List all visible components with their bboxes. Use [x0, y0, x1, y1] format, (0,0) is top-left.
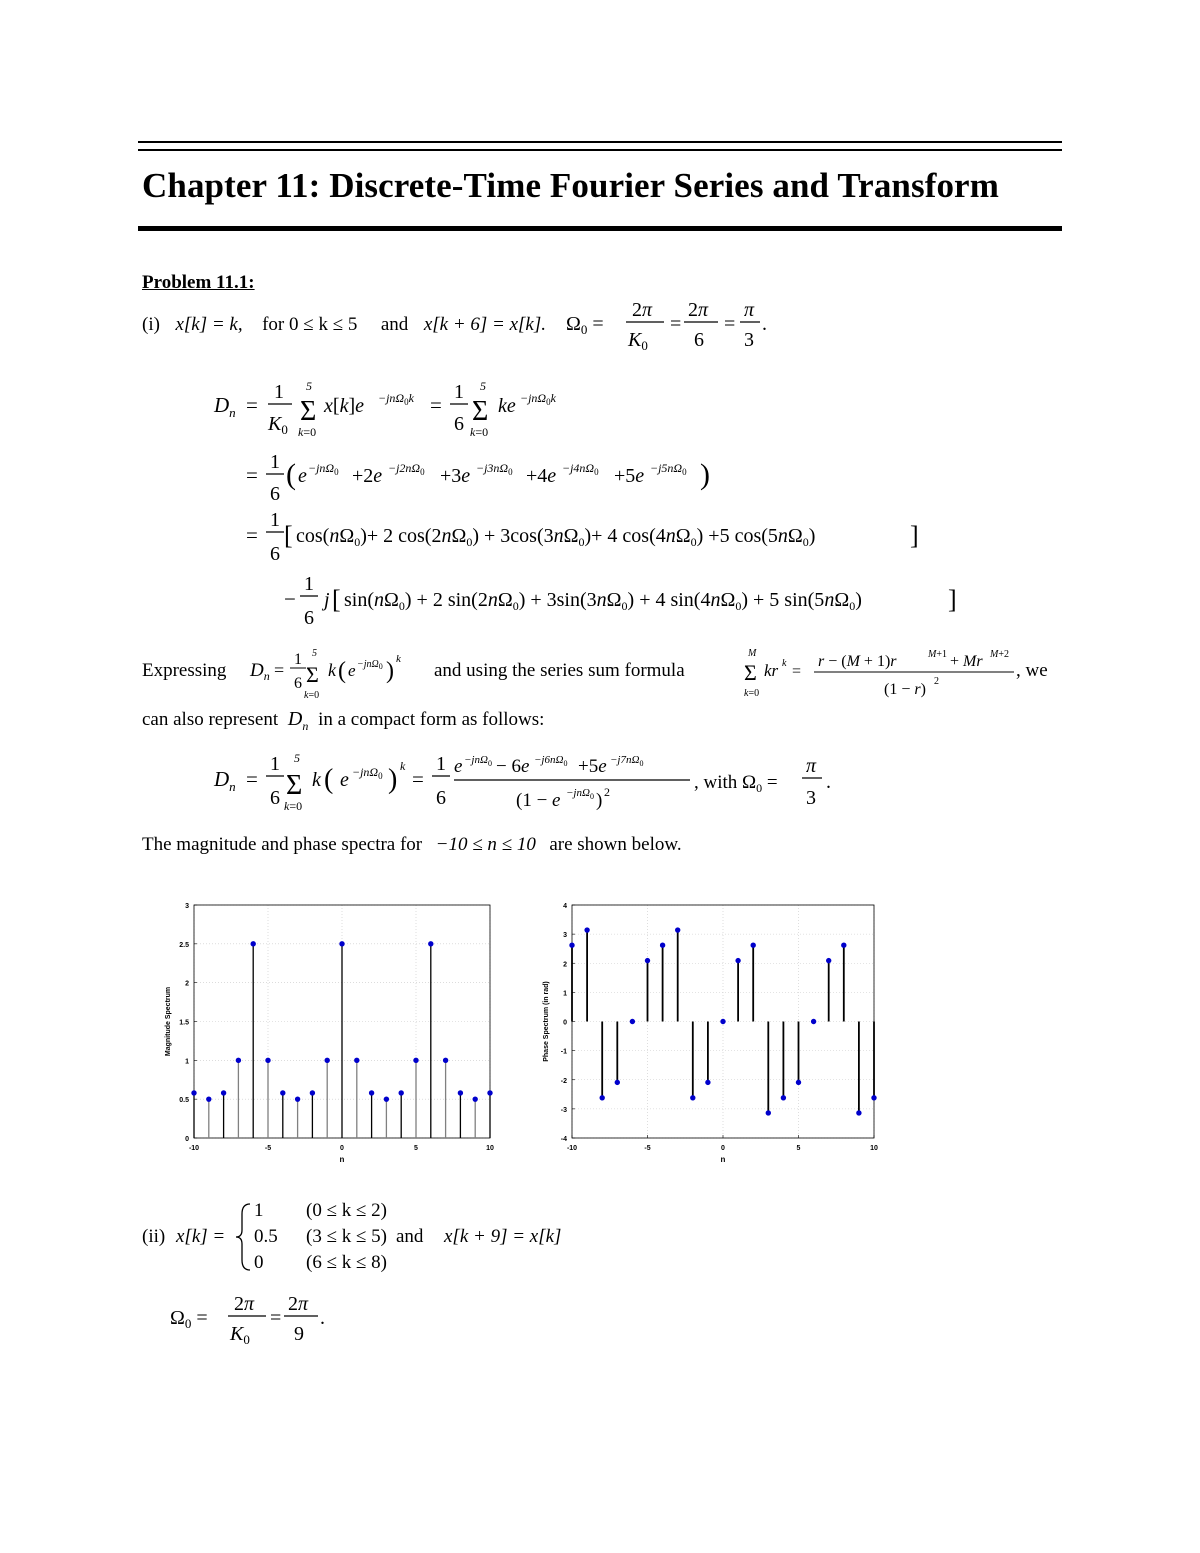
x-tick-label: 10: [870, 1145, 878, 1152]
svg-text:K0: $K_0$: [268, 413, 288, 437]
stem-marker: [473, 1097, 477, 1101]
x-tick-label: 5: [796, 1145, 801, 1152]
svg-text:Dn: $D_n$: [250, 660, 270, 683]
part-i-label: (i): [142, 314, 160, 335]
x-tick-label: -10: [188, 1145, 200, 1152]
svg-text:]: ]: [948, 585, 957, 614]
svg-text:k=0: k=0: [284, 799, 303, 813]
y-axis-label: Phase Spectrum (in rad): [543, 981, 550, 1062]
svg-text:−j6nΩ0: $-j6n\Omega_0$: [534, 754, 568, 768]
y-tick-label: -3: [560, 1106, 567, 1114]
svg-text:): ): [700, 458, 710, 491]
svg-text:=: =: [274, 660, 285, 680]
series-sum-formula: [744, 644, 1034, 706]
compact-form-equation: [214, 748, 854, 816]
chapter-title: Chapter 11: Discrete-Time Fourier Series and Transform: [142, 166, 999, 205]
part-ii-lhs: x[k] =: [176, 1226, 226, 1247]
stem-marker: [600, 1096, 604, 1100]
y-tick-label: -4: [560, 1136, 567, 1143]
svg-text:M+1: M+1: [928, 649, 947, 660]
y-axis-label: Magnitude Spectrum: [165, 986, 172, 1057]
stem-marker: [443, 1058, 447, 1062]
stem-marker: [751, 943, 755, 947]
svg-text:j: j: [324, 589, 330, 611]
stem-marker: [355, 1058, 359, 1062]
x-tick-label: 10: [486, 1145, 494, 1152]
svg-text:1: 1: [274, 381, 284, 403]
svg-text:): ): [386, 658, 394, 684]
svg-text:−jnΩ0: −jnΩ$_0$: [352, 765, 383, 781]
stem-marker: [570, 943, 574, 947]
svg-text:k=0: k=0: [298, 425, 317, 439]
stem-marker: [615, 1080, 619, 1084]
svg-text:r − (M + 1)r: r − (M + 1)r: [818, 653, 897, 670]
svg-text:2π: 2π: [632, 299, 653, 321]
svg-text:π: π: [806, 755, 817, 777]
svg-text:=: =: [430, 393, 442, 417]
x-axis-label: n: [339, 1155, 345, 1164]
part-ii-label: (ii): [142, 1226, 166, 1247]
problem-heading: Problem 11.1:: [142, 272, 255, 293]
svg-text:3: 3: [806, 787, 816, 809]
omega-equation-ii: [170, 1290, 360, 1350]
stem-marker: [207, 1097, 211, 1101]
stem-marker: [796, 1080, 800, 1084]
svg-text:1: 1: [270, 509, 280, 531]
svg-text:1: 1: [304, 573, 314, 595]
svg-text:5: 5: [312, 648, 317, 659]
part-i-periodicity: x[k + 6] = x[k].: [423, 314, 547, 335]
magnitude-spectrum-chart: [158, 893, 502, 1168]
svg-text:−jnΩ0: −jnΩ$_0$: [464, 754, 492, 768]
stem-marker: [192, 1091, 196, 1095]
svg-text:+3e: +3e: [440, 465, 471, 487]
stem-marker: [676, 928, 680, 932]
svg-text:6: 6: [270, 483, 280, 505]
case-1-condition: (3 ≤ k ≤ 5): [306, 1226, 388, 1247]
dn-equation-line-1: [213, 379, 557, 439]
svg-text:+4e: +4e: [526, 465, 557, 487]
svg-text:5: 5: [294, 751, 300, 765]
svg-text:=: =: [270, 1307, 282, 1329]
stem-marker: [706, 1080, 710, 1084]
svg-text:(: (: [324, 764, 334, 795]
stem-marker: [236, 1058, 240, 1062]
stem-marker: [340, 942, 344, 946]
stem-marker: [660, 943, 664, 947]
svg-text:K0: $K_0$: [628, 329, 648, 353]
part-i-and: and: [380, 314, 409, 335]
svg-text:1: 1: [270, 451, 280, 473]
svg-text:k=0: k=0: [304, 690, 320, 701]
svg-text:Σ: Σ: [472, 396, 489, 427]
stem-marker: [645, 958, 649, 962]
spectra-text-after: are shown below.: [549, 834, 682, 855]
svg-text:k: k: [782, 658, 787, 669]
dn-derivation: [214, 376, 994, 636]
stem-marker: [630, 1019, 634, 1023]
y-tick-label: 3: [563, 932, 567, 940]
svg-text:): ): [596, 790, 603, 811]
svg-text:[: [: [332, 585, 341, 614]
spectra-range: −10 ≤ n ≤ 10: [435, 834, 536, 855]
svg-text:e: e: [340, 769, 349, 791]
title-underline-rule: [138, 226, 1062, 231]
svg-text:(: (: [286, 458, 296, 491]
svg-text:sin(nΩ0) + 2 sin(2nΩ0) + 3sin(: $\sin(n\Omega_0) + 2$ $\sin(2n\Omega_0) + 3\sin(3n\Omega_0) + 4$ $\sin(4n\Omega_0) + 5$ $\sin(5n\Omega_0)$: [344, 589, 862, 613]
stem-marker: [384, 1097, 388, 1101]
y-tick-label: 2: [563, 961, 567, 969]
stem-marker: [585, 928, 589, 932]
svg-text:k: k: [312, 769, 321, 791]
svg-text:5: 5: [306, 379, 312, 393]
case-2-value: 0: [254, 1252, 264, 1273]
part-i-definition: [142, 314, 546, 336]
svg-text:]: ]: [910, 521, 919, 550]
svg-text:(: (: [338, 658, 346, 684]
y-tick-label: 1.5: [179, 1019, 189, 1027]
part-ii-definition: [142, 1192, 612, 1282]
svg-text:− 6e: − 6e: [496, 756, 530, 777]
svg-text:1: 1: [454, 381, 464, 403]
y-tick-label: 0: [563, 1019, 567, 1027]
expressing-tail: , we: [1016, 660, 1048, 681]
svg-text:): ): [388, 764, 398, 795]
svg-text:5: 5: [480, 379, 486, 393]
svg-text:−jnΩ0: −jnΩ$_0$: [357, 659, 383, 671]
stem-marker: [766, 1111, 770, 1115]
svg-text:=: =: [246, 393, 258, 417]
svg-text:2: 2: [604, 785, 610, 799]
svg-text:−j3nΩ0: $-j3n\Omega_0$: [476, 461, 513, 477]
stem-marker: [251, 942, 255, 946]
y-tick-label: 1: [185, 1058, 189, 1066]
represent-text-a: can also represent: [142, 709, 279, 730]
y-tick-label: 0.5: [179, 1097, 189, 1105]
svg-text:k=0: k=0: [744, 688, 760, 699]
stem-marker: [325, 1058, 329, 1062]
svg-text:Σ: Σ: [306, 662, 319, 687]
dn-equation-line-2: [246, 451, 710, 505]
svg-text:K0: $K_0$: [230, 1323, 250, 1347]
stem-marker: [827, 958, 831, 962]
svg-text:=: =: [246, 523, 258, 547]
omega-equation-i: [566, 296, 766, 356]
expressing-word: Expressing: [142, 660, 227, 681]
case-0-condition: (0 ≤ k ≤ 2): [306, 1200, 388, 1221]
svg-text:ke: ke: [498, 395, 516, 417]
svg-text:−j4nΩ0: $-j4n\Omega_0$: [562, 461, 599, 477]
stem-marker: [281, 1091, 285, 1095]
svg-text:Ω0 =: $\Omega_0$ =: [170, 1307, 208, 1331]
svg-text:−jnΩ0: −jnΩ$_0$: [566, 787, 594, 801]
svg-text:−j5nΩ0: $-j5n\Omega_0$: [650, 461, 687, 477]
spectra-sentence: [142, 834, 682, 856]
case-2-condition: (6 ≤ k ≤ 8): [306, 1252, 388, 1273]
part-i-range: for 0 ≤ k ≤ 5: [262, 314, 358, 335]
y-tick-label: 0: [185, 1136, 189, 1143]
svg-text:6: 6: [304, 607, 314, 629]
spectra-text-before: The magnitude and phase spectra for: [142, 834, 423, 855]
svg-text:1: 1: [436, 753, 446, 775]
svg-text:Σ: Σ: [286, 770, 303, 801]
svg-text:2: 2: [934, 676, 939, 687]
stem-marker: [857, 1111, 861, 1115]
svg-text:−: −: [284, 587, 296, 611]
x-tick-label: -10: [566, 1145, 578, 1152]
part-ii-periodicity: x[k + 9] = x[k]: [444, 1226, 562, 1247]
svg-text:=: =: [412, 767, 424, 791]
svg-text:.: .: [320, 1307, 325, 1329]
stem-marker: [781, 1096, 785, 1100]
svg-text:=: =: [670, 313, 682, 335]
svg-text:(1 − e: (1 − e: [516, 790, 561, 811]
svg-text:−jnΩ0k: −jnΩ$_0$k: [378, 391, 414, 407]
y-tick-label: 2.5: [179, 941, 189, 949]
svg-text:6: 6: [694, 329, 704, 351]
stem-marker: [488, 1091, 492, 1095]
svg-text:Dn: $D_n$: [214, 767, 236, 794]
svg-text:, with Ω0 =: , with $\Omega_0$ =: [694, 772, 778, 795]
dn-equation-line-4: [284, 573, 957, 629]
svg-text:(1 − r): (1 − r): [884, 681, 926, 698]
svg-text:6: 6: [270, 543, 280, 565]
dn-inline-sum: [246, 642, 426, 704]
svg-text:−jnΩ0: −jnΩ$_0$: [308, 461, 339, 477]
svg-text:=: =: [724, 313, 736, 335]
y-tick-label: -2: [560, 1077, 567, 1085]
svg-text:=: =: [792, 663, 802, 680]
x-tick-label: -5: [264, 1145, 272, 1152]
stem-marker: [266, 1058, 270, 1062]
svg-text:e: e: [348, 661, 356, 680]
y-tick-label: 2: [185, 980, 189, 988]
svg-text:Ω0 =: $\Omega_0$ =: [566, 313, 604, 337]
top-double-rule: [138, 141, 1062, 151]
svg-text:cos(nΩ0)+ 2 cos(2nΩ0) + 3cos(3: $\cos(n\Omega_0)+ 2$ $\cos(2n\Omega_0) + 3\cos(3n\Omega_0)+ 4$ $\cos(4n\Omega_0) +5$ $\cos(5n\Omega_0)$: [296, 525, 816, 549]
stem-marker: [429, 942, 433, 946]
stem-marker: [842, 943, 846, 947]
y-tick-label: 3: [185, 903, 189, 910]
svg-text:−jnΩ0k: −jnΩ$_0$k: [520, 391, 556, 407]
svg-text:=: =: [246, 463, 258, 487]
svg-text:e: e: [298, 465, 307, 487]
svg-text:9: 9: [294, 1323, 304, 1345]
stem-marker: [736, 958, 740, 962]
svg-text:6: 6: [436, 787, 446, 809]
stem-marker: [721, 1019, 725, 1023]
svg-text:.: .: [826, 771, 831, 793]
part-ii-and: and: [396, 1226, 424, 1247]
x-tick-label: 5: [414, 1145, 418, 1152]
svg-text:Σ: Σ: [300, 396, 317, 427]
svg-text:6: 6: [270, 787, 280, 809]
x-tick-label: 0: [721, 1145, 725, 1152]
stem-marker: [458, 1091, 462, 1095]
svg-text:−j7nΩ0: $-j7n\Omega_0$: [610, 754, 644, 768]
stem-marker: [295, 1097, 299, 1101]
svg-text:k=0: k=0: [470, 425, 489, 439]
svg-text:6: 6: [454, 413, 464, 435]
stem-marker: [310, 1091, 314, 1095]
svg-text:+2e: +2e: [352, 465, 383, 487]
svg-text:e: e: [454, 756, 463, 777]
part-i-signal-def: x[k] = k,: [175, 314, 243, 335]
svg-text:.: .: [762, 313, 767, 335]
svg-text:M+2: M+2: [990, 649, 1009, 660]
stem-marker: [691, 1096, 695, 1100]
svg-text:1: 1: [294, 651, 302, 668]
x-tick-label: -5: [644, 1145, 651, 1152]
x-tick-label: 0: [340, 1145, 344, 1152]
svg-text:kr: kr: [764, 661, 779, 680]
svg-text:[: [: [284, 521, 293, 550]
svg-text:+5e: +5e: [614, 465, 645, 487]
represent-text-b: in a compact form as follows:: [318, 709, 545, 730]
stem-marker: [369, 1091, 373, 1095]
stem-marker: [399, 1091, 403, 1095]
svg-text:+5e: +5e: [578, 756, 607, 777]
case-0-value: 1: [254, 1200, 264, 1221]
svg-text:+ Mr: + Mr: [950, 653, 983, 670]
phase-spectrum-chart: [536, 893, 886, 1168]
svg-text:−j2nΩ0: $-j2n\Omega_0$: [388, 461, 425, 477]
svg-text:2π: 2π: [288, 1293, 309, 1315]
stem-marker: [221, 1091, 225, 1095]
svg-text:=: =: [246, 767, 258, 791]
stem-marker: [414, 1058, 418, 1062]
svg-text:k: k: [328, 660, 336, 680]
x-axis-label: n: [720, 1155, 726, 1164]
svg-text:M: M: [748, 648, 757, 659]
svg-text:π: π: [744, 299, 755, 321]
case-1-value: 0.5: [254, 1226, 278, 1247]
svg-text:2π: 2π: [688, 299, 709, 321]
dn-equation-line-3: [246, 509, 919, 565]
svg-text:k: k: [400, 759, 406, 773]
y-tick-label: 4: [563, 903, 567, 910]
svg-text:1: 1: [270, 753, 280, 775]
svg-text:x[k]e: x[k]e: [324, 395, 365, 417]
svg-text:Σ: Σ: [744, 660, 757, 685]
y-tick-label: -1: [560, 1048, 567, 1056]
svg-text:k: k: [396, 653, 401, 665]
svg-text:2π: 2π: [234, 1293, 255, 1315]
svg-text:3: 3: [744, 329, 754, 351]
y-tick-label: 1: [563, 990, 567, 998]
svg-text:Dn: $D_n$: [214, 393, 236, 420]
stem-marker: [811, 1019, 815, 1023]
svg-text:6: 6: [294, 675, 302, 692]
represent-line: can also represent $D_n$ in a compact form as follows:: [142, 708, 545, 733]
expressing-middle: and using the series sum formula: [434, 660, 685, 681]
stem-marker: [872, 1096, 876, 1100]
